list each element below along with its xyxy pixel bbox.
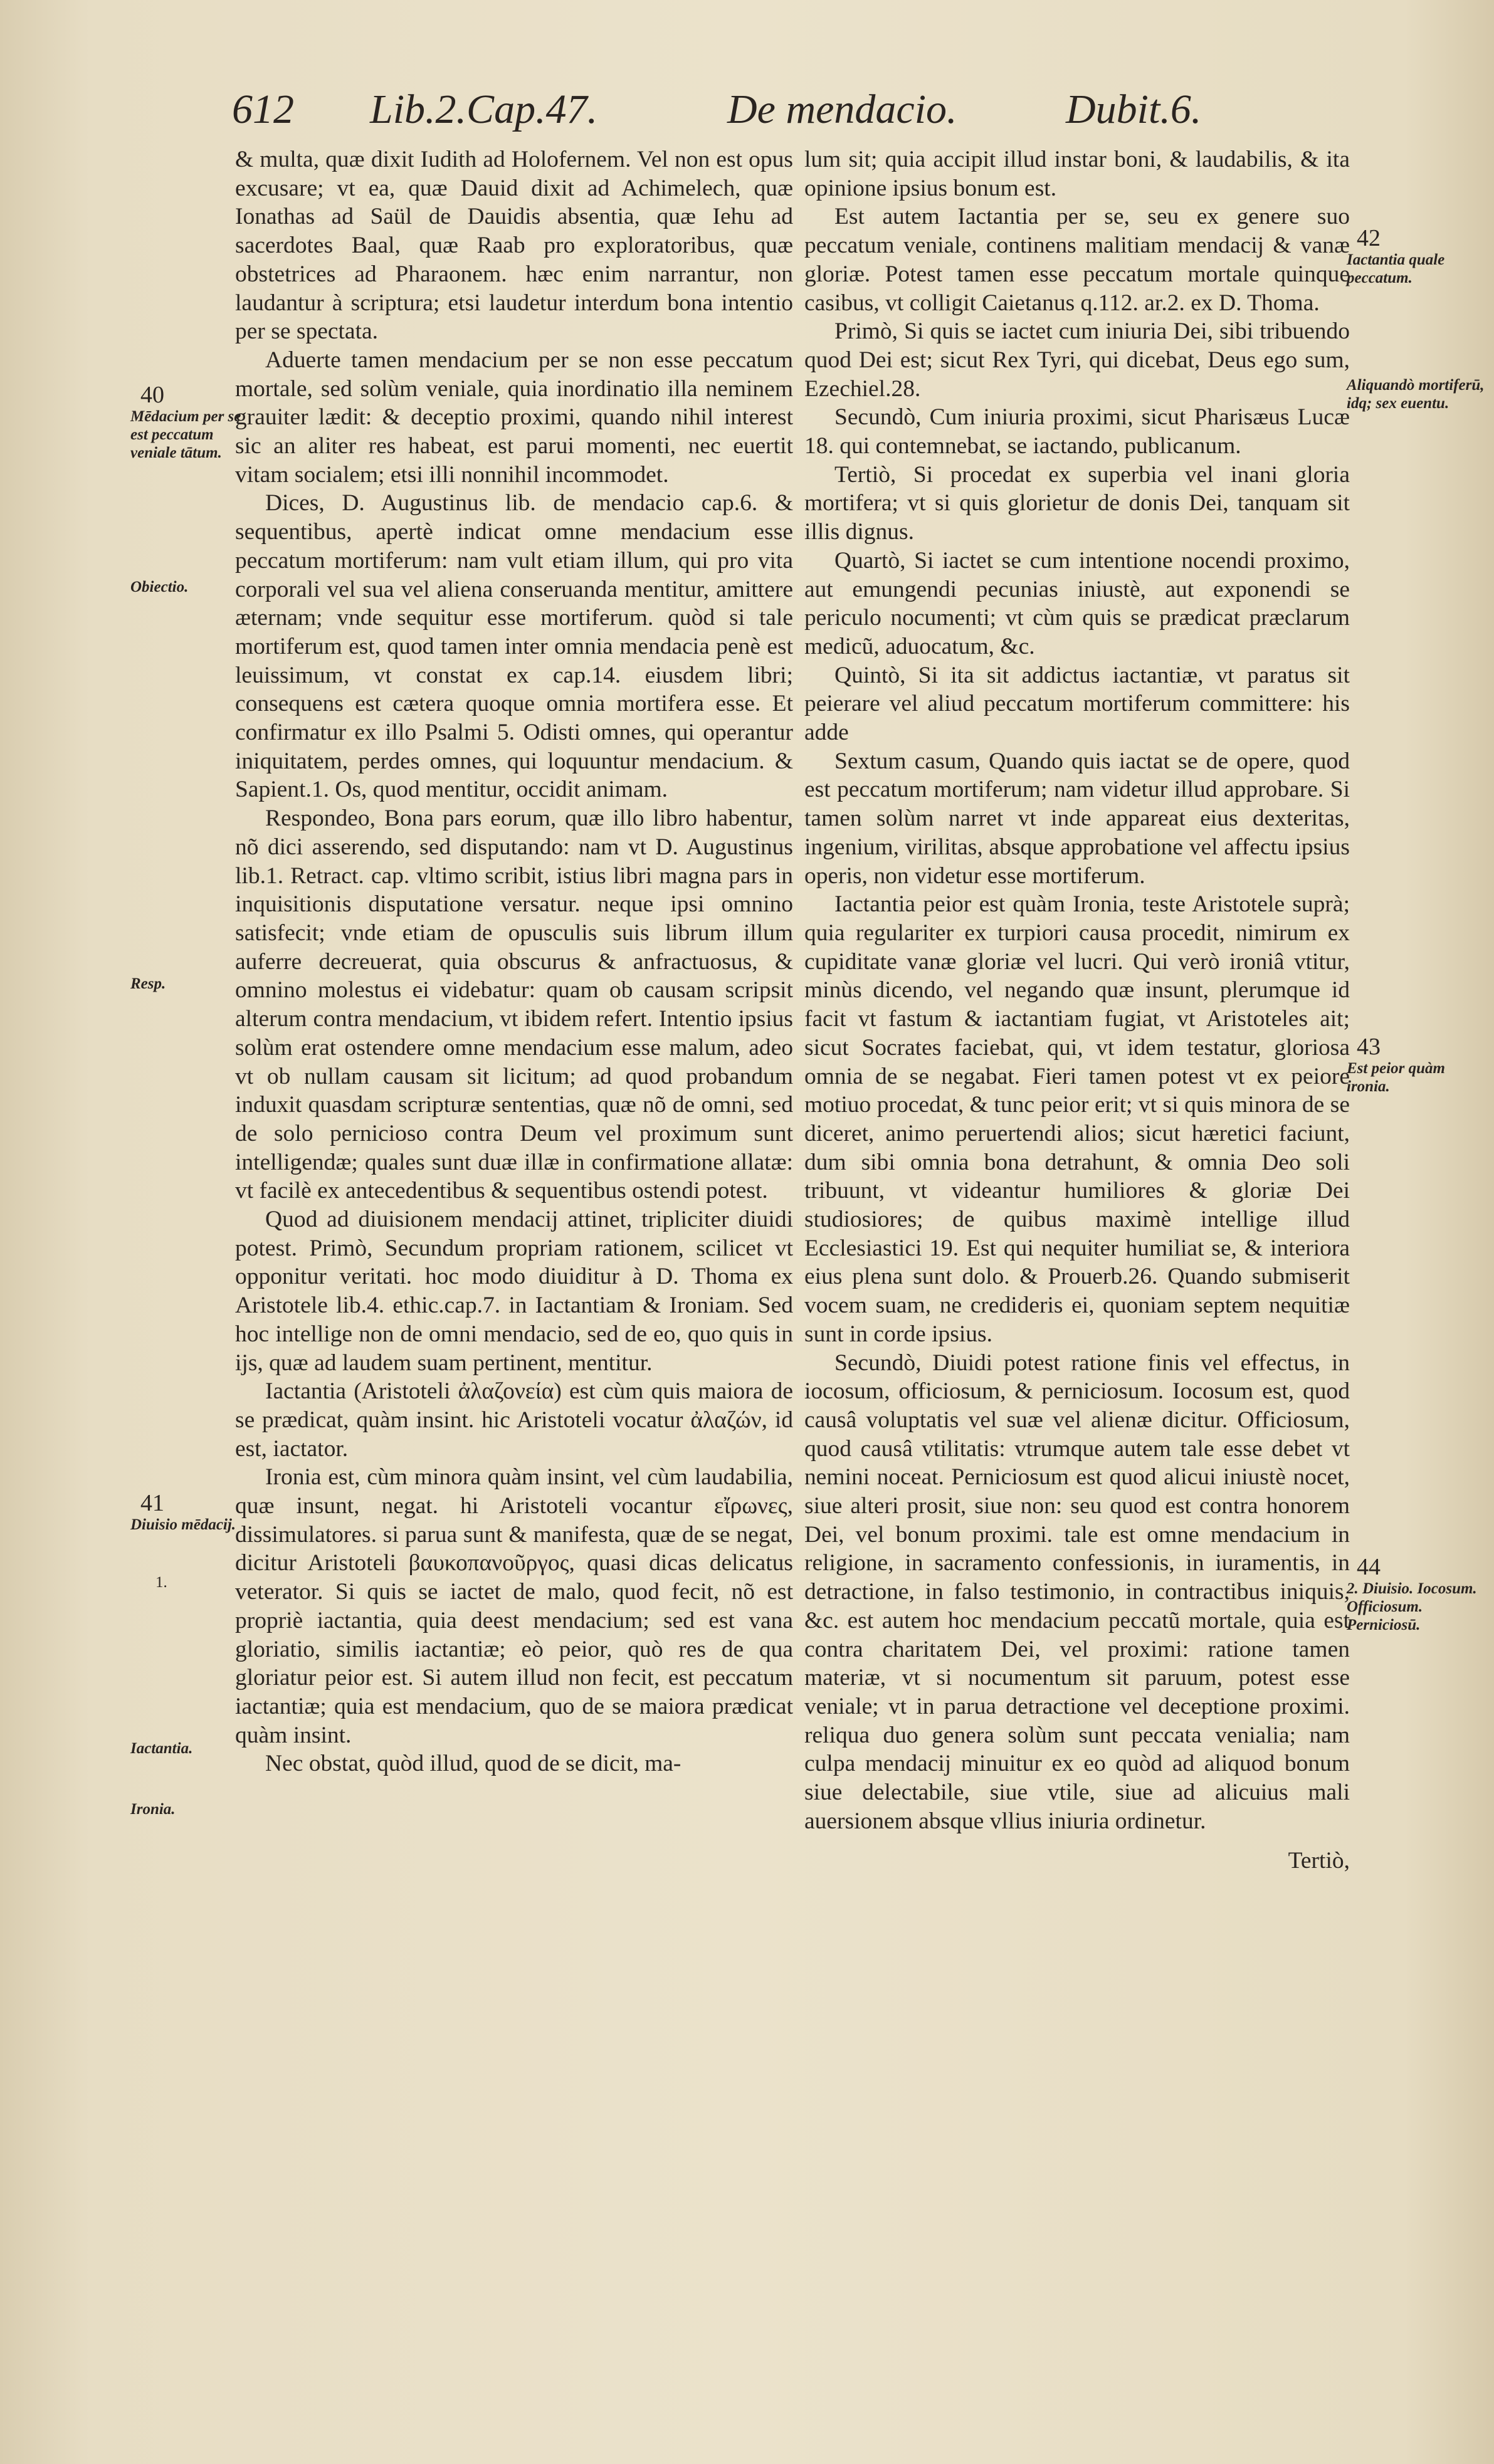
margin-note-aliquando: Aliquandò mortiferū, idq; sex euentu. <box>1347 377 1485 412</box>
paragraph: Dices, D. Augustinus lib. de mendacio cap.6. & sequentibus, apertè indicat omne mendacium esse peccatum mortiferum: nam vult etiam illum, qui pro vita corporali vel sua vel aliena conseruanda mentitur, amittere æternam; vnde sequitur esse mortiferum. quòd si tale mortiferum est, quod tamen inter omnia mendacia penè est leuissimum, vt constat ex cap.14. eiusdem libri; consequens est cætera quoque omnia mortifera esse. Et confirmatur ex illo Psalmi 5. Odisti omnes, qui operantur iniquitatem, perdes omnes, qui loquuntur mendacium. & Sapient.1. Os, quod mentitur, occidit animam. <box>235 490 793 803</box>
paragraph: Secundò, Cum iniuria proximi, sicut Pharisæus Lucæ 18. qui contemnebat, se iactando, publicanum. <box>804 404 1350 459</box>
paragraph: Nec obstat, quòd illud, quod de se dicit, ma- <box>265 1751 681 1777</box>
catchword: Tertiò, <box>1288 1848 1350 1874</box>
dubit-label: Dubit.6. <box>1066 87 1202 132</box>
book-chapter: Lib.2.Cap.47. <box>370 87 598 132</box>
running-header <box>232 81 1373 138</box>
right-text-column <box>804 145 1350 1875</box>
margin-note-41-sub: 1. <box>155 1574 167 1591</box>
topic-title: De mendacio. <box>727 87 957 132</box>
margin-note-iactantia: Iactantia. <box>130 1740 193 1757</box>
margin-note-ironia: Ironia. <box>130 1801 176 1818</box>
paragraph: Est autem Iactantia per se, seu ex genere suo peccatum veniale, continens malitiam mendacij & vanæ gloriæ. Potest tamen esse peccatum mortale quinque casibus, vt colligit Caietanus q.112. ar.2. ex D. Thoma. <box>804 204 1350 316</box>
paragraph: Quintò, Si ita sit addictus iactantiæ, vt paratus sit peierare vel aliud peccatum mortiferum committere: his adde <box>804 662 1350 746</box>
page-number: 612 <box>232 87 294 132</box>
paragraph: lum sit; quia accipit illud instar boni, & laudabilis, & ita opinione ipsius bonum est. <box>804 147 1350 201</box>
paragraph: Iactantia (Aristoteli ἀλαζονεία) est cùm quis maiora de se prædicat, quàm insint. hic Aristoteli vocatur ἀλαζών, id est, iactator. <box>235 1378 793 1462</box>
margin-note-40: 40 Mēdacium per se est peccatum veniale tātum. <box>130 382 241 461</box>
margin-note-obiectio: Obiectio. <box>130 579 189 595</box>
paragraph: Ironia est, cùm minora quàm insint, vel cùm laudabilia, quæ insunt, negat. hi Aristoteli vocantur εἴρωνες, dissimulatores. si parua sunt & manifesta, quæ de se negat, dicitur Aristoteli βαυκοπανοῦργος, quasi dicas delicatus veterator. Si quis se iactet de malo, quod fecit, nõ est propriè iactantia, quia deest mendacium; sed est vana gloriatio, similis iactantiæ; eò peior, quò res de qua gloriatur peior est. Si autem illud non fecit, est peccatum iactantiæ; quia est mendacium, quo de se maiora prædicat quàm insint. <box>235 1464 793 1748</box>
paragraph: Quod ad diuisionem mendacij attinet, tripliciter diuidi potest. Primò, Secundum propriam rationem, scilicet vt opponitur veritati. hoc modo diuiditur à D. Thoma ex Aristotele lib.4. ethic.cap.7. in Iactantiam & Ironiam. Sed hoc intellige non de omni mendacio, sed de eo, quo quis in ijs, quæ ad laudem suam pertinent, mentitur. <box>235 1207 793 1376</box>
margin-note-43: 43 Est peior quàm ironia. <box>1347 1034 1445 1095</box>
paragraph: Tertiò, Si procedat ex superbia vel inani gloria mortifera; vt si quis glorietur de donis Dei, tanquam sit illis dignus. <box>804 461 1350 545</box>
margin-note-42: 42 Iactantia quale peccatum. <box>1347 225 1445 286</box>
paragraph: Iactantia peior est quàm Ironia, teste Aristotele suprà; quia regulariter ex turpiori causa procedit, nimirum ex cupiditate vanæ gloriæ vel lucri. Qui verò ironiâ vtitur, minùs dicendo, vel negando quæ insunt, plerumque id facit vt fastum & iactantiam fugiat, vt Aristoteles ait; sicut Socrates faciebat, qui, vt idem testatur, gloriosa omnia de se negabat. Fieri tamen potest vt ex peiore motiuo procedat, & tunc peior erit; vt si quis minora de se diceret, animo peruertendi alios; sicut hæretici faciunt, dum sibi omnia bona detrahunt, & omnia Deo soli tribuunt, vt videantur humiliores & gloriæ Dei studiosiores; de quibus maximè intellige illud Ecclesiastici 19. Est qui nequiter humiliat se, & interiora eius plena sunt dolo. & Prouerb.26. Quando submiserit vocem suam, ne credideris ei, quoniam septem nequitiæ sunt in corde ipsius. <box>804 891 1350 1347</box>
paragraph: & multa, quæ dixit Iudith ad Holofernem. Vel non est opus excusare; vt ea, quæ Dauid dixit ad Achimelech, quæ Ionathas ad Saül de Dauidis absentia, quæ Iehu ad sacerdotes Baal, quæ Raab pro exploratoribus, quæ obstetrices ad Pharaonem. hæc enim narrantur, non laudantur à scriptura; etsi laudetur interdum bona intentio per se spectata. <box>235 147 793 345</box>
paragraph: Primò, Si quis se iactet cum iniuria Dei, sibi tribuendo quod Dei est; sicut Rex Tyri, qui dicebat, Deus ego sum, Ezechiel.28. <box>804 318 1350 402</box>
left-text-column <box>235 145 793 1778</box>
paragraph: Aduerte tamen mendacium per se non esse peccatum mortale, sed solùm veniale, quia inordinatio illa neminem grauiter lædit: & deceptio proximi, quando nihil interest sic an aliter res habeat, est parui momenti, nec euertit vitam socialem; etsi illi nonnihil incommodet. <box>235 347 793 488</box>
paragraph: Respondeo, Bona pars eorum, quæ illo libro habentur, nõ dici asserendo, sed disputando: nam vt D. Augustinus lib.1. Retract. cap. vltimo scribit, istius libri magna pars in inquisitionis disputatione versatur. neque ipsi omnino satisfecit; vnde etiam de opusculis suis librum illum auferre decreuerat, quia obscurus & anfractuosus, & omnino molestus ei videbatur: quam ob causam scripsit alterum contra mendacium, vt ibidem refert. Intentio ipsius solùm erat ostendere omne mendacium esse malum, adeo vt ob nullam causam sit licitum; ad quod probandum induxit quasdam scripturæ sententias, quæ nõ de omni, sed de solo pernicioso contra Deum vel proximum sunt intelligendæ; quales sunt duæ illæ in confirmatione allatæ: vt facilè ex antecedentibus & sequentibus ostendi potest. <box>235 805 793 1204</box>
paragraph: Sextum casum, Quando quis iactat se de opere, quod est peccatum mortiferum; nam videtur illud approbare. Si tamen solùm narret vt inde appareat eius dexteritas, ingenium, virilitas, absque approbatione vel affectu ipsius operis, non videtur esse mortiferum. <box>804 748 1350 889</box>
paragraph: Quartò, Si iactet se cum intentione nocendi proximo, aut emungendi pecunias iniustè, aut exponendi se periculo nocumenti; vt cùm quis se prædicat præclarum medicũ, aduocatum, &c. <box>804 547 1350 659</box>
margin-note-resp: Resp. <box>130 975 166 992</box>
paragraph: Secundò, Diuidi potest ratione finis vel effectus, in iocosum, officiosum, & perniciosum. Iocosum est, quod causâ voluptatis vel suæ vel alienæ dicitur. Officiosum, quod causâ vtilitatis: vtrumque autem tale esse debet vt nemini noceat. Perniciosum est quod alicui iniustè nocet, siue alteri prosit, siue non: seu quod est contra honorem Dei, vel bonum proximi. tale est omne mendacium in religione, in sacramento confessionis, in iuramentis, in detractione, in falso testimonio, in contractibus iniquis, &c. est autem hoc mendacium peccatũ mortale, quia est contra charitatem Dei, vel proximi: ratione tamen materiæ, vt si nocumentum sit paruum, potest esse veniale; vt in parua detractione vel deceptione proximi. reliqua duo genera solùm sunt peccata venialia; nam culpa mendacij minuitur ex eo quòd ad aliquod bonum siue delectabile, siue vtile, siue ad alicuius mali auersionem absque vllius iniuria ordinetur. <box>804 1350 1350 1834</box>
margin-note-41: 41 Diuisio mēdacij. <box>130 1490 236 1533</box>
margin-note-44: 44 2. Diuisio. Iocosum. Officiosum. Perniciosū. <box>1347 1554 1477 1633</box>
